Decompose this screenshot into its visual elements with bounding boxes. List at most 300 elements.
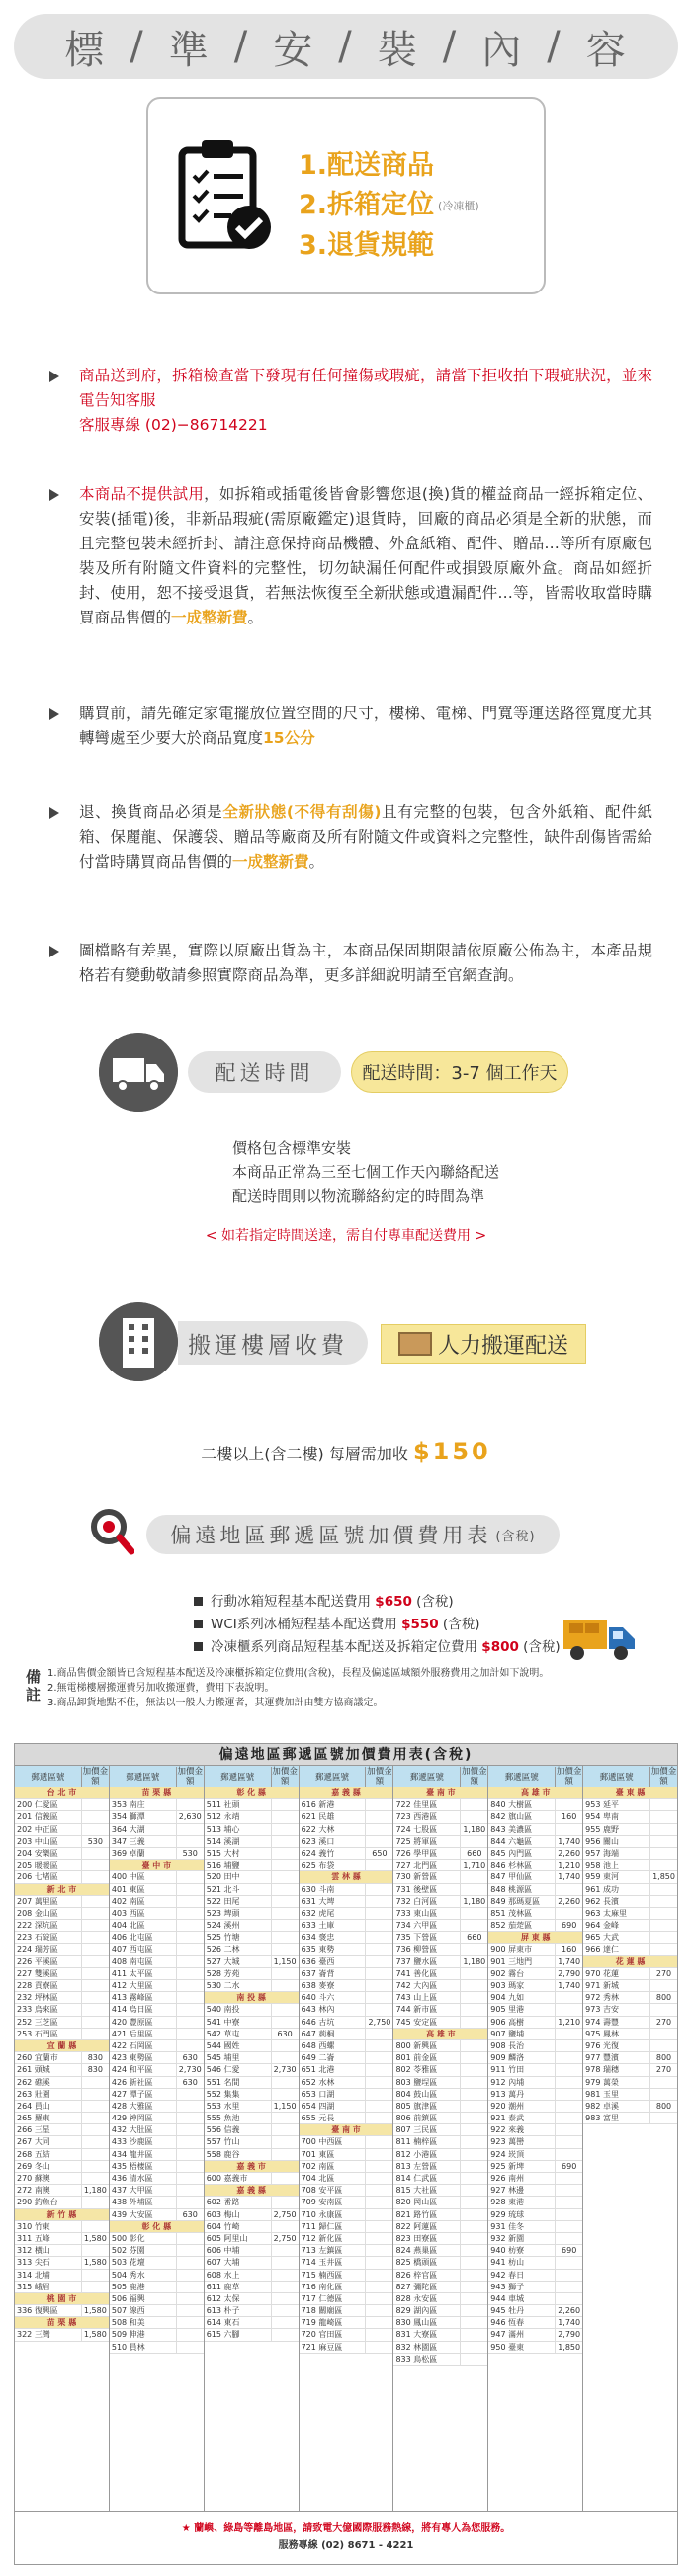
table-row <box>110 1799 204 1811</box>
table-cell-fee <box>555 2136 582 2147</box>
table-cell-area: 978 瑞穗 <box>585 2065 619 2075</box>
table-cell-area: 420 豐原區 <box>111 2017 153 2027</box>
table-cell-area: 929 琉球 <box>490 2209 525 2219</box>
table-cell-fee <box>176 1896 204 1907</box>
table-cell-fee <box>649 1932 677 1943</box>
table-cell-area: 268 五結 <box>17 2149 50 2159</box>
notice-text: 一成整新費 <box>232 853 309 871</box>
table-cell-fee <box>365 1980 392 1991</box>
table-cell-fee <box>460 2089 487 2100</box>
table-cell-fee <box>81 2270 109 2281</box>
table-cell-fee <box>81 2161 109 2172</box>
table-cell-fee <box>555 2257 582 2268</box>
table-cell-area: 927 林邊 <box>490 2186 525 2196</box>
table-row <box>393 1836 487 1848</box>
table-cell-area: 364 大湖 <box>111 1824 145 1834</box>
table-cell-fee <box>81 1824 109 1835</box>
table-cell-area: 832 林園區 <box>395 2342 438 2352</box>
table-cell-area: 720 官田區 <box>301 2330 343 2340</box>
table-cell-area: 900 屏東市 <box>490 1945 533 1954</box>
fee-item <box>194 1591 561 1614</box>
remarks <box>26 1666 678 1710</box>
table-cell-area: 439 大安區 <box>111 2209 153 2219</box>
table-cell-fee <box>460 2354 487 2365</box>
table-cell-area: 607 大埔 <box>206 2258 240 2268</box>
table-header-area: 郵遞區號 <box>599 1772 634 1783</box>
table-row <box>205 1848 299 1860</box>
table-cell-fee <box>176 1799 204 1810</box>
table-row <box>488 1836 582 1848</box>
table-cell-area: 514 溪湖 <box>206 1836 240 1846</box>
table-cell-area: 424 和平區 <box>111 2065 153 2075</box>
title-separator: / <box>338 24 354 69</box>
table-cell-fee <box>365 2185 392 2196</box>
table-row <box>488 1980 582 1992</box>
table-cell-area: 830 鳳山區 <box>395 2318 438 2328</box>
table-cell-area: 524 溪州 <box>206 1921 240 1931</box>
table-row <box>393 2342 487 2354</box>
table-cell-fee: 2,260 <box>555 1848 582 1859</box>
table-row <box>205 2233 299 2245</box>
table-cell-area: 971 新城 <box>585 1981 619 1990</box>
table-cell-fee <box>460 2197 487 2207</box>
table-header <box>300 1766 393 1787</box>
table-cell-area: 957 海端 <box>585 1848 619 1858</box>
table-group-row <box>393 2029 487 2040</box>
table-cell-fee <box>81 2149 109 2160</box>
table-cell-fee <box>460 1871 487 1882</box>
table-row <box>205 1896 299 1908</box>
table-column <box>205 1766 300 2511</box>
table-cell-area: 944 車城 <box>490 2293 525 2303</box>
table-cell-area: 638 麥寮 <box>301 1981 335 1990</box>
table-cell-area: 202 中正區 <box>17 1824 58 1834</box>
table-cell-fee <box>176 2245 204 2256</box>
table-cell-area: 226 平溪區 <box>17 1956 58 1966</box>
table-group-row <box>300 2124 393 2136</box>
table-header-area: 郵遞區號 <box>126 1772 160 1783</box>
table-row <box>110 2161 204 2173</box>
table-cell-fee <box>555 2209 582 2220</box>
table-cell-area: 829 湖內區 <box>395 2306 438 2316</box>
table-row <box>205 2293 299 2305</box>
table-cell-fee <box>81 2136 109 2147</box>
bullet-arrow-icon <box>49 807 59 819</box>
table-cell-area: 977 豐濱 <box>585 2053 619 2063</box>
table-cell-area: 923 萬巒 <box>490 2137 525 2147</box>
table-cell-fee <box>460 2317 487 2328</box>
table-cell-area: 406 北屯區 <box>111 1933 153 1943</box>
table-cell-fee <box>271 2089 299 2100</box>
table-row <box>300 2233 393 2245</box>
table-cell-area: 846 杉林區 <box>490 1861 533 1870</box>
title-separator: / <box>130 24 145 69</box>
summary-card <box>146 97 546 294</box>
table-row <box>583 1860 677 1871</box>
table-row <box>15 1836 109 1848</box>
table-cell-fee <box>555 2173 582 2184</box>
title-separator: / <box>442 24 459 69</box>
table-cell-fee <box>365 2173 392 2184</box>
table-cell-area: 262 礁溪 <box>17 2077 50 2087</box>
table-cell-area: 831 大寮區 <box>395 2330 438 2340</box>
table-cell-area: 976 光復 <box>585 2040 619 2050</box>
table-cell-fee <box>365 2064 392 2075</box>
table-cell-area: 530 二水 <box>206 1981 240 1990</box>
table-cell-fee <box>81 1920 109 1931</box>
notice-text: 一成整新費 <box>171 609 248 626</box>
table-cell-area: 516 埔鹽 <box>206 1861 240 1870</box>
table-cell-area: 421 后里區 <box>111 2029 153 2038</box>
table-cell-area: 208 金山區 <box>17 1908 58 1918</box>
table-cell-fee <box>271 2221 299 2232</box>
table-cell-area: 722 佳里區 <box>395 1800 438 1810</box>
table-group-name: 臺 南 市 <box>426 1788 456 1797</box>
table-cell-fee <box>460 2040 487 2051</box>
table-row <box>583 1824 677 1836</box>
delivery-van-icon <box>562 1606 639 1665</box>
table-row <box>488 1968 582 1980</box>
table-row <box>300 2149 393 2161</box>
table-cell-area: 427 潭子區 <box>111 2089 153 2099</box>
table-group-row <box>15 1884 109 1896</box>
table-group-name: 雲 林 縣 <box>331 1872 361 1882</box>
table-cell-fee <box>460 1980 487 1991</box>
table-cell-area: 961 成功 <box>585 1884 619 1894</box>
table-row <box>15 2161 109 2173</box>
table-row <box>15 2077 109 2089</box>
table-cell-fee <box>649 2077 677 2088</box>
table-footer-note: ★ 蘭嶼、綠島等離島地區，請致電大億國際服務熱線，將有專人為您服務。 <box>181 2523 511 2534</box>
table-cell-fee <box>649 1896 677 1907</box>
table-group-name: 桃 園 市 <box>46 2293 77 2303</box>
table-cell-area: 652 水林 <box>301 2077 335 2087</box>
table-cell-area: 742 大內區 <box>395 1981 438 1990</box>
table-cell-area: 401 東區 <box>111 1884 145 1894</box>
notice-text: 。 <box>247 609 264 626</box>
table-cell-fee <box>365 2149 392 2160</box>
table-row <box>583 1932 677 1944</box>
table-cell-area: 820 岡山區 <box>395 2198 438 2207</box>
table-cell-area: 614 東石 <box>206 2318 240 2328</box>
table-row <box>110 1836 204 1848</box>
table-cell-area: 556 信義 <box>206 2125 240 2135</box>
table-cell-area: 709 安南區 <box>301 2198 343 2207</box>
table-header-fee: 加價金額 <box>82 1766 109 1787</box>
table-cell-area: 844 六龜區 <box>490 1836 533 1846</box>
table-row <box>300 2329 393 2341</box>
table-row <box>110 2113 204 2124</box>
table-cell-area: 643 林內 <box>301 2005 335 2015</box>
table-cell-fee <box>176 1920 204 1931</box>
table-cell-fee <box>460 2185 487 2196</box>
table-cell-fee <box>555 2004 582 2015</box>
table-row <box>583 2113 677 2124</box>
table-row <box>300 2136 393 2148</box>
table-row <box>205 1811 299 1823</box>
table-cell-area: 512 永靖 <box>206 1812 240 1822</box>
table-group-row <box>15 2040 109 2052</box>
table-group-name: 嘉 義 市 <box>236 2161 266 2171</box>
table-row <box>393 2004 487 2016</box>
table-row <box>205 1920 299 1932</box>
table-row <box>110 2089 204 2101</box>
table-cell-fee <box>555 2040 582 2051</box>
table-row <box>488 2293 582 2305</box>
table-cell-area: 941 枋山 <box>490 2258 525 2268</box>
table-row <box>15 1811 109 1823</box>
table-cell-fee <box>365 1824 392 1835</box>
table-row <box>488 2233 582 2245</box>
table-row <box>15 2064 109 2076</box>
table-cell-area: 422 石岡區 <box>111 2040 153 2050</box>
table-cell-area: 823 田寮區 <box>395 2233 438 2243</box>
building-icon <box>99 1302 178 1381</box>
table-cell-area: 648 西螺 <box>301 2040 335 2050</box>
table-row <box>110 2233 204 2245</box>
table-row <box>488 2305 582 2317</box>
table-row <box>205 2124 299 2136</box>
notice-item <box>49 702 652 751</box>
table-cell-area: 982 卓溪 <box>585 2101 619 2111</box>
table-row <box>488 1884 582 1896</box>
table-cell-fee: 800 <box>649 2101 677 2112</box>
table-cell-area: 807 三民區 <box>395 2125 438 2135</box>
table-cell-area: 615 六腳 <box>206 2330 240 2340</box>
table-group-name: 彰 化 縣 <box>236 1788 266 1797</box>
table-row <box>300 2293 393 2305</box>
table-cell-area: 423 東勢區 <box>111 2053 153 2063</box>
table-row <box>488 1848 582 1860</box>
table-cell-area: 743 山上區 <box>395 1993 438 2003</box>
table-row <box>488 2029 582 2040</box>
table-cell-area: 520 田中 <box>206 1872 240 1882</box>
table-row <box>300 2317 393 2329</box>
table-row <box>393 2101 487 2113</box>
table-cell-fee <box>460 2064 487 2075</box>
table-row <box>583 2064 677 2076</box>
table-cell-fee <box>176 2089 204 2100</box>
table-cell-fee: 1,180 <box>460 1896 487 1907</box>
table-row <box>15 2113 109 2124</box>
table-group-name: 臺 南 市 <box>331 2125 361 2135</box>
table-row <box>300 2017 393 2029</box>
table-cell-area: 718 關廟區 <box>301 2306 343 2316</box>
table-row <box>393 1871 487 1883</box>
table-cell-fee <box>365 2077 392 2088</box>
table-row <box>583 1908 677 1920</box>
table-cell-fee <box>365 1968 392 1979</box>
table-cell-area: 509 伸港 <box>111 2330 145 2340</box>
table-header <box>110 1766 204 1787</box>
table-cell-fee <box>460 2113 487 2123</box>
table-column <box>15 1766 110 2511</box>
table-cell-area: 640 斗六 <box>301 1993 335 2003</box>
table-cell-fee <box>365 2004 392 2015</box>
table-cell-fee <box>81 2197 109 2207</box>
table-row <box>205 2282 299 2293</box>
table-cell-area: 264 員山 <box>17 2101 50 2111</box>
table-row <box>110 2257 204 2269</box>
table-row <box>110 2101 204 2113</box>
table-cell-fee <box>81 2089 109 2100</box>
table-cell-area: 400 中區 <box>111 1872 145 1882</box>
table-cell-area: 932 新園 <box>490 2233 525 2243</box>
table-row <box>393 1932 487 1944</box>
clipboard-check-icon <box>174 136 273 255</box>
table-cell-fee: 1,210 <box>555 2017 582 2028</box>
bullet-square-icon <box>194 1620 203 1628</box>
table-cell-area: 508 和美 <box>111 2318 145 2328</box>
table-group-row <box>110 1860 204 1871</box>
table-row <box>488 1860 582 1871</box>
table-row <box>488 1824 582 1836</box>
table-cell-area: 924 崁頂 <box>490 2149 525 2159</box>
table-cell-area: 200 仁愛區 <box>17 1800 58 1810</box>
table-cell-fee <box>176 2124 204 2135</box>
table-cell-area: 207 萬里區 <box>17 1896 58 1906</box>
fee-item-text: WCI系列冰桶短程基本配送費用 <box>211 1617 402 1632</box>
table-cell-area: 541 中寮 <box>206 2017 240 2027</box>
table-cell-area: 631 大埤 <box>301 1896 335 1906</box>
table-cell-fee: 2,730 <box>271 2064 299 2075</box>
table-row <box>393 2017 487 2029</box>
table-cell-area: 821 路竹區 <box>395 2209 438 2219</box>
table-group-name: 南 投 縣 <box>236 1993 266 2003</box>
table-row <box>205 2077 299 2089</box>
table-cell-area: 716 南化區 <box>301 2282 343 2291</box>
table-cell-fee <box>460 1836 487 1847</box>
table-cell-area: 805 旗津區 <box>395 2101 438 2111</box>
table-cell-area: 713 左鎮區 <box>301 2246 343 2256</box>
table-cell-fee <box>365 1908 392 1919</box>
table-row <box>110 1956 204 1968</box>
table-group-name: 臺 中 市 <box>141 1861 172 1870</box>
table-cell-area: 557 竹山 <box>206 2137 240 2147</box>
table-cell-fee <box>271 2293 299 2304</box>
table-cell-area: 946 恆春 <box>490 2318 525 2328</box>
table-cell-fee: 1,740 <box>555 1956 582 1967</box>
table-row <box>110 2004 204 2016</box>
table-header-area: 郵遞區號 <box>220 1772 255 1783</box>
table-cell-fee <box>555 2197 582 2207</box>
table-cell-area: 260 宜蘭市 <box>17 2053 58 2063</box>
table-cell-area: 515 大村 <box>206 1848 240 1858</box>
table-cell-fee <box>555 2029 582 2039</box>
table-row <box>205 1824 299 1836</box>
table-cell-fee <box>81 2245 109 2256</box>
table-row <box>205 2017 299 2029</box>
table-cell-fee <box>365 2040 392 2051</box>
table-cell-fee: 1,740 <box>555 1980 582 1991</box>
table-group-row <box>393 1787 487 1799</box>
table-row <box>110 2185 204 2197</box>
table-cell-fee <box>649 2040 677 2051</box>
table-row <box>110 2064 204 2076</box>
table-cell-area: 653 口湖 <box>301 2089 335 2099</box>
table-cell-area: 542 草屯 <box>206 2029 240 2038</box>
table-cell-fee <box>271 1968 299 1979</box>
table-cell-area: 637 崙背 <box>301 1968 335 1978</box>
table-cell-fee <box>460 1884 487 1895</box>
table-cell-area: 843 美濃區 <box>490 1824 533 1834</box>
table-cell-fee: 2,260 <box>555 2305 582 2316</box>
table-cell-fee <box>460 2209 487 2220</box>
table-cell-area: 553 水里 <box>206 2101 240 2111</box>
table-row <box>300 2270 393 2282</box>
table-cell-area: 828 永安區 <box>395 2293 438 2303</box>
table-row <box>110 2270 204 2282</box>
table-cell-fee <box>365 1811 392 1822</box>
table-cell-fee <box>176 1956 204 1967</box>
table-cell-area: 411 太平區 <box>111 1968 153 1978</box>
table-row <box>15 2136 109 2148</box>
table-cell-area: 845 內門區 <box>490 1848 533 1858</box>
table-cell-area: 633 土庫 <box>301 1921 335 1931</box>
table-cell-fee <box>271 2136 299 2147</box>
table-cell-fee: 1,150 <box>271 2101 299 2112</box>
table-cell-fee <box>555 1884 582 1895</box>
table-row <box>488 2197 582 2208</box>
table-row <box>205 2029 299 2040</box>
table-row <box>15 1908 109 1920</box>
table-row <box>583 1884 677 1896</box>
table-cell-fee <box>555 2124 582 2135</box>
fee-item-note: (含稅) <box>438 1617 480 1632</box>
table-header <box>583 1766 677 1787</box>
table-row <box>583 1836 677 1848</box>
table-row <box>488 2185 582 2197</box>
table-cell-fee <box>555 2293 582 2304</box>
table-cell-area: 313 尖石 <box>17 2258 50 2268</box>
table-cell-area: 812 小港區 <box>395 2149 438 2159</box>
table-cell-fee <box>81 1932 109 1943</box>
table-cell-fee <box>365 1920 392 1931</box>
table-cell-fee: 1,740 <box>555 2317 582 2328</box>
table-row <box>110 2342 204 2354</box>
table-cell-fee: 2,750 <box>365 2017 392 2028</box>
table-row <box>110 2029 204 2040</box>
table-cell-fee <box>555 2221 582 2232</box>
table-cell-area: 616 新港 <box>301 1800 335 1810</box>
table-cell-area: 726 學甲區 <box>395 1848 438 1858</box>
table-row <box>393 2149 487 2161</box>
table-row <box>393 2173 487 2185</box>
table-cell-fee <box>555 2101 582 2112</box>
table-row <box>488 2124 582 2136</box>
table-cell-area: 608 水上 <box>206 2270 240 2280</box>
table-cell-area: 945 牡丹 <box>490 2306 525 2316</box>
table-cell-fee <box>271 1871 299 1882</box>
table-row <box>15 1871 109 1883</box>
table-row <box>110 1871 204 1883</box>
table-group-name: 台 北 市 <box>46 1788 77 1797</box>
table-cell-area: 735 下營區 <box>395 1933 438 1943</box>
table-group-row <box>583 1787 677 1799</box>
table-cell-area: 966 達仁 <box>585 1945 619 1954</box>
table-row <box>393 2197 487 2208</box>
stairs-badge <box>381 1324 586 1364</box>
table-cell-area: 825 橋頭區 <box>395 2258 438 2268</box>
table-cell-area: 613 朴子 <box>206 2306 240 2316</box>
notice-item <box>49 482 652 630</box>
table-row <box>15 2089 109 2101</box>
table-row <box>393 2113 487 2124</box>
table-cell-fee <box>271 2282 299 2292</box>
remote-label <box>146 1515 560 1554</box>
table-cell-area: 727 北門區 <box>395 1861 438 1870</box>
table-row <box>205 1871 299 1883</box>
